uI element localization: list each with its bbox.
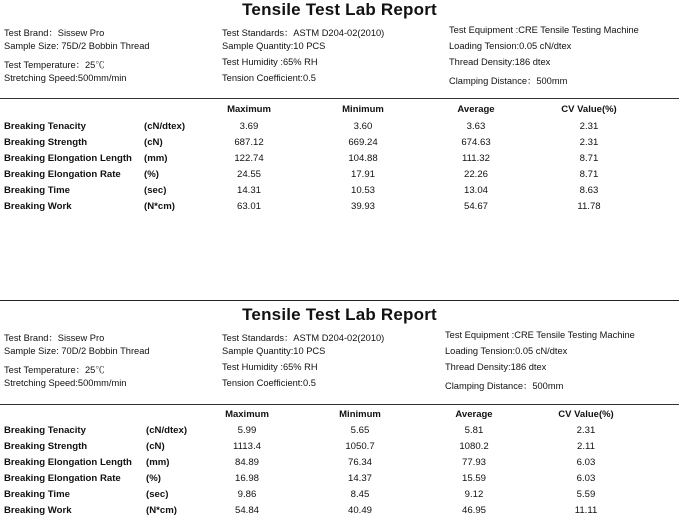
- meta-tension-coefficient: Tension Coefficient:0.5: [222, 73, 316, 83]
- cell-minimum: 40.49: [347, 505, 372, 516]
- cell-average: 77.93: [461, 457, 486, 468]
- cell-maximum: 24.55: [236, 169, 261, 180]
- row-label: Breaking Time: [4, 185, 70, 196]
- cell-minimum: 8.45: [350, 489, 370, 500]
- cell-average: 22.26: [463, 169, 488, 180]
- row-label: Breaking Time: [4, 489, 70, 500]
- header-minimum: Minimum: [342, 104, 384, 115]
- table-row: [0, 121, 679, 137]
- cell-cv-value: 6.03: [576, 457, 596, 468]
- table-row: [0, 473, 679, 489]
- cell-cv-value: 11.11: [574, 505, 598, 516]
- row-label: Breaking Tenacity: [4, 425, 86, 436]
- cell-maximum: 9.86: [237, 489, 257, 500]
- section-divider: [0, 404, 679, 405]
- cell-cv-value: 6.03: [576, 473, 596, 484]
- table-row: [0, 201, 679, 217]
- cell-average: 15.59: [461, 473, 486, 484]
- cell-average: 46.95: [461, 505, 486, 516]
- header-maximum: Maximum: [225, 409, 269, 420]
- row-unit: (%): [146, 473, 161, 484]
- meta-thread-density: Thread Density:186 dtex: [445, 362, 547, 372]
- cell-cv-value: 2.31: [579, 121, 599, 132]
- cell-cv-value: 8.71: [579, 153, 599, 164]
- cell-average: 3.63: [466, 121, 486, 132]
- report-title: Tensile Test Lab Report: [242, 0, 437, 19]
- meta-sample-size: Sample Size: 70D/2 Bobbin Thread: [4, 346, 150, 356]
- header-cv-value: CV Value(%): [558, 409, 614, 420]
- meta-test-brand: Test Brand：Sissew Pro: [4, 28, 105, 38]
- cell-maximum: 687.12: [234, 137, 264, 148]
- meta-test-temperature: Test Temperature：25℃: [4, 60, 105, 70]
- meta-stretching-speed: Stretching Speed:500mm/min: [4, 73, 127, 83]
- table-row: [0, 185, 679, 201]
- meta-loading-tension: Loading Tension:0.05 cN/dtex: [445, 346, 568, 356]
- cell-average: 54.67: [463, 201, 488, 212]
- row-unit: (cN): [146, 441, 165, 452]
- cell-minimum: 17.91: [350, 169, 375, 180]
- cell-minimum: 104.88: [348, 153, 378, 164]
- meta-test-humidity: Test Humidity :65% RH: [222, 57, 318, 67]
- report-2: [0, 300, 679, 516]
- meta-loading-tension: Loading Tension:0.05 cN/dtex: [449, 41, 572, 51]
- row-unit: (cN/dtex): [146, 425, 188, 436]
- cell-maximum: 122.74: [234, 153, 264, 164]
- row-unit: (cN): [144, 137, 163, 148]
- meta-sample-quantity: Sample Quantity:10 PCS: [222, 346, 326, 356]
- cell-cv-value: 2.31: [579, 137, 599, 148]
- cell-cv-value: 8.71: [579, 169, 599, 180]
- cell-cv-value: 2.11: [577, 441, 595, 452]
- meta-sample-size: Sample Size: 75D/2 Bobbin Thread: [4, 41, 150, 51]
- row-unit: (N*cm): [144, 201, 175, 212]
- cell-minimum: 5.65: [350, 425, 370, 436]
- cell-cv-value: 11.78: [577, 201, 601, 212]
- row-unit: (sec): [144, 185, 167, 196]
- cell-cv-value: 2.31: [576, 425, 596, 436]
- table-row: [0, 505, 679, 521]
- cell-average: 674.63: [461, 137, 491, 148]
- cell-minimum: 14.37: [347, 473, 372, 484]
- cell-average: 9.12: [464, 489, 484, 500]
- table-row: [0, 153, 679, 169]
- row-label: Breaking Elongation Rate: [4, 473, 121, 484]
- cell-minimum: 669.24: [348, 137, 378, 148]
- cell-average: 111.32: [462, 153, 490, 164]
- meta-test-humidity: Test Humidity :65% RH: [222, 362, 318, 372]
- cell-maximum: 63.01: [236, 201, 261, 212]
- report-title: Tensile Test Lab Report: [242, 305, 437, 324]
- row-label: Breaking Work: [4, 201, 72, 212]
- meta-test-temperature: Test Temperature：25℃: [4, 365, 105, 375]
- meta-test-standards: Test Standards：ASTM D204-02(2010): [222, 28, 385, 38]
- meta-clamping-distance: Clamping Distance：500mm: [445, 381, 564, 391]
- row-unit: (mm): [146, 457, 170, 468]
- table-row: [0, 489, 679, 505]
- row-unit: (%): [144, 169, 159, 180]
- row-label: Breaking Elongation Rate: [4, 169, 121, 180]
- table-row: [0, 137, 679, 153]
- meta-test-brand: Test Brand：Sissew Pro: [4, 333, 105, 343]
- cell-cv-value: 8.63: [579, 185, 599, 196]
- cell-cv-value: 5.59: [576, 489, 596, 500]
- meta-sample-quantity: Sample Quantity:10 PCS: [222, 41, 326, 51]
- row-label: Breaking Strength: [4, 441, 88, 452]
- cell-maximum: 84.89: [234, 457, 259, 468]
- header-average: Average: [457, 104, 495, 115]
- cell-maximum: 5.99: [237, 425, 257, 436]
- row-unit: (cN/dtex): [144, 121, 186, 132]
- cell-maximum: 1113.4: [233, 441, 261, 452]
- cell-maximum: 3.69: [239, 121, 259, 132]
- row-label: Breaking Tenacity: [4, 121, 86, 132]
- cell-maximum: 16.98: [234, 473, 259, 484]
- meta-test-standards: Test Standards：ASTM D204-02(2010): [222, 333, 385, 343]
- meta-stretching-speed: Stretching Speed:500mm/min: [4, 378, 127, 388]
- table-row: [0, 441, 679, 457]
- header-minimum: Minimum: [339, 409, 381, 420]
- table-row: [0, 169, 679, 185]
- header-cv-value: CV Value(%): [561, 104, 617, 115]
- meta-thread-density: Thread Density:186 dtex: [449, 57, 551, 67]
- cell-average: 1080.2: [459, 441, 489, 452]
- row-label: Breaking Work: [4, 505, 72, 516]
- cell-average: 13.04: [463, 185, 488, 196]
- cell-minimum: 76.34: [347, 457, 372, 468]
- row-label: Breaking Elongation Length: [4, 153, 132, 164]
- cell-minimum: 1050.7: [345, 441, 375, 452]
- meta-clamping-distance: Clamping Distance：500mm: [449, 76, 568, 86]
- cell-minimum: 39.93: [350, 201, 375, 212]
- table-row: [0, 425, 679, 441]
- cell-maximum: 54.84: [234, 505, 259, 516]
- section-divider: [0, 98, 679, 99]
- cell-maximum: 14.31: [236, 185, 261, 196]
- row-label: Breaking Elongation Length: [4, 457, 132, 468]
- row-unit: (sec): [146, 489, 169, 500]
- meta-test-equipment: Test Equipment :CRE Tensile Testing Machine: [445, 330, 635, 340]
- cell-average: 5.81: [464, 425, 484, 436]
- header-average: Average: [455, 409, 493, 420]
- row-unit: (mm): [144, 153, 168, 164]
- cell-minimum: 3.60: [353, 121, 373, 132]
- row-unit: (N*cm): [146, 505, 177, 516]
- header-maximum: Maximum: [227, 104, 271, 115]
- table-row: [0, 457, 679, 473]
- meta-tension-coefficient: Tension Coefficient:0.5: [222, 378, 316, 388]
- cell-minimum: 10.53: [350, 185, 375, 196]
- row-label: Breaking Strength: [4, 137, 88, 148]
- meta-test-equipment: Test Equipment :CRE Tensile Testing Machine: [449, 25, 639, 35]
